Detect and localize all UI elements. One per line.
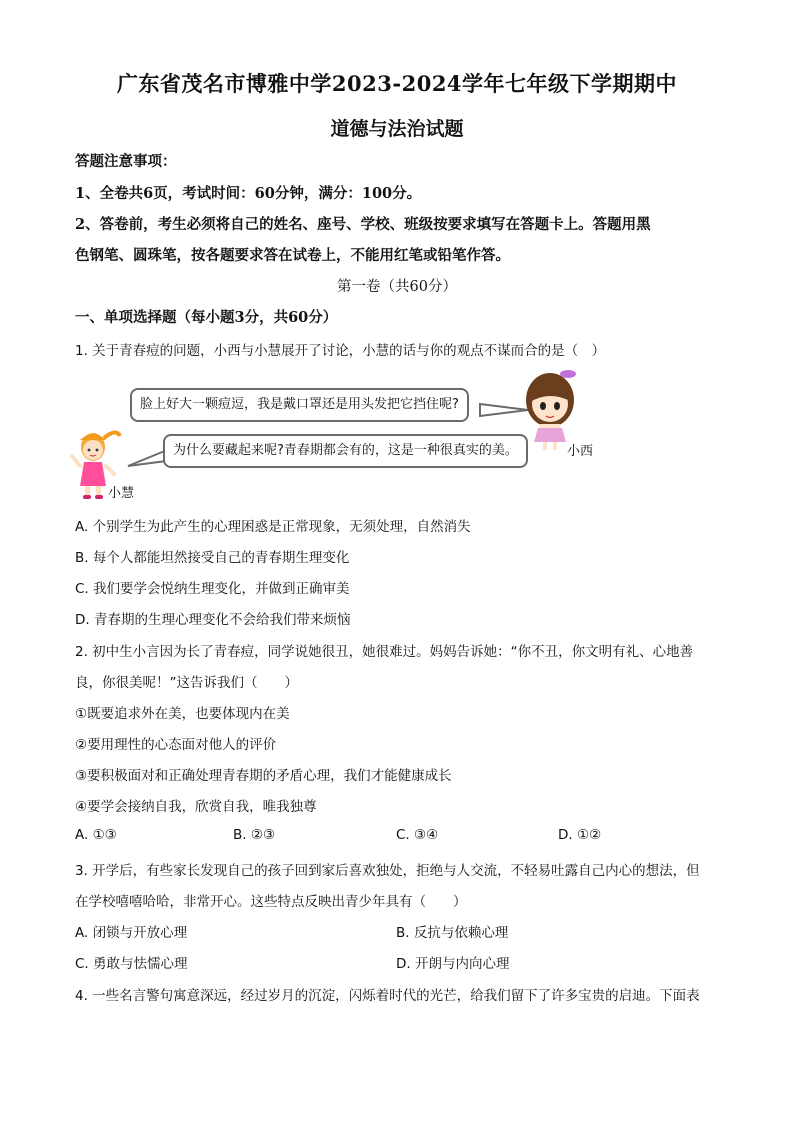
bubble-tail-xiaoxi [480,404,528,416]
xiaoxi-speech-text: 脸上好大一颗痘逗，我是戴口罩还是用头发把它挡住呢? [140,397,459,412]
q3-option-d: D. 开朗与内向心理 [396,956,510,972]
xiaoxi-speech-bubble [130,388,469,422]
q2-statement-2: ②要用理性的心态面对他人的评价 [75,737,277,753]
notice-item-2-line-2: 色钢笔、圆珠笔，按各题要求答在试卷上，不能用红笔或铅笔作答。 [75,247,510,264]
q2-statement-1: ①既要追求外在美，也要体现内在美 [75,706,290,722]
q1-stem: 1. 关于青春痘的问题，小西与小慧展开了讨论，小慧的话与你的观点不谋而合的是（ ） [75,343,606,359]
q2-stem-line-1: 2. 初中生小言因为长了青春痘，同学说她很丑，她很难过。妈妈告诉她：“你不丑，你文明有礼、心地善 [75,644,694,660]
section-heading: 一、单项选择题（每小题3分，共60分） [75,309,338,326]
xiaohui-speech-bubble [163,434,528,468]
xiaohui-speech-text: 为什么要藏起来呢?青春期都会有的，这是一种很真实的美。 [173,443,518,458]
notice-item-1: 1、全卷共6页，考试时间：60分钟，满分：100分。 [75,185,422,202]
q2-option-c: C. ③④ [396,827,439,843]
q1-option-c: C. 我们要学会悦纳生理变化，并做到正确审美 [75,581,350,597]
q2-statement-3: ③要积极面对和正确处理青春期的矛盾心理，我们才能健康成长 [75,768,452,784]
q2-statement-4: ④要学会接纳自我，欣赏自我，唯我独尊 [75,799,317,815]
name-xiaohui: 小慧 [108,486,135,501]
q2-stem-line-2: 良，你很美呢！”这告诉我们（ ） [75,675,298,691]
q4-stem-line-1: 4. 一些名言警句寓意深远，经过岁月的沉淀，闪烁着时代的光芒，给我们留下了许多宝贵的启迪。下面表 [75,988,700,1004]
q2-option-b: B. ②③ [233,827,276,843]
q3-option-b: B. 反抗与依赖心理 [396,925,509,941]
notice-item-2-line-1: 2、答卷前，考生必须将自己的姓名、座号、学校、班级按要求填写在答题卡上。答题用黑 [75,216,651,233]
exam-title: 广东省茂名市博雅中学2023-2024学年七年级下学期期中 [116,71,678,96]
exam-subtitle: 道德与法治试题 [330,118,464,140]
notice-heading: 答题注意事项： [75,153,177,170]
q1-option-d: D. 青春期的生理心理变化不会给我们带来烦恼 [75,612,351,628]
volume-heading: 第一卷（共60分） [337,279,457,295]
xiaoxi-figure [526,370,576,450]
q3-stem-line-1: 3. 开学后，有些家长发现自己的孩子回到家后喜欢独处，拒绝与人交流，不轻易吐露自己内心的想法，但 [75,863,700,879]
q1-option-a: A. 个别学生为此产生的心理困惑是正常现象，无须处理，自然消失 [75,519,471,535]
q2-option-d: D. ①② [558,827,602,843]
q3-option-c: C. 勇敢与怯懦心理 [75,956,188,972]
name-xiaoxi: 小西 [567,444,594,459]
q3-stem-line-2: 在学校嘻嘻哈哈，非常开心。这些特点反映出青少年具有（ ） [75,894,467,910]
q1-option-b: B. 每个人都能坦然接受自己的青春期生理变化 [75,550,350,566]
q2-option-a: A. ①③ [75,827,117,843]
q3-option-a: A. 闭锁与开放心理 [75,925,188,941]
